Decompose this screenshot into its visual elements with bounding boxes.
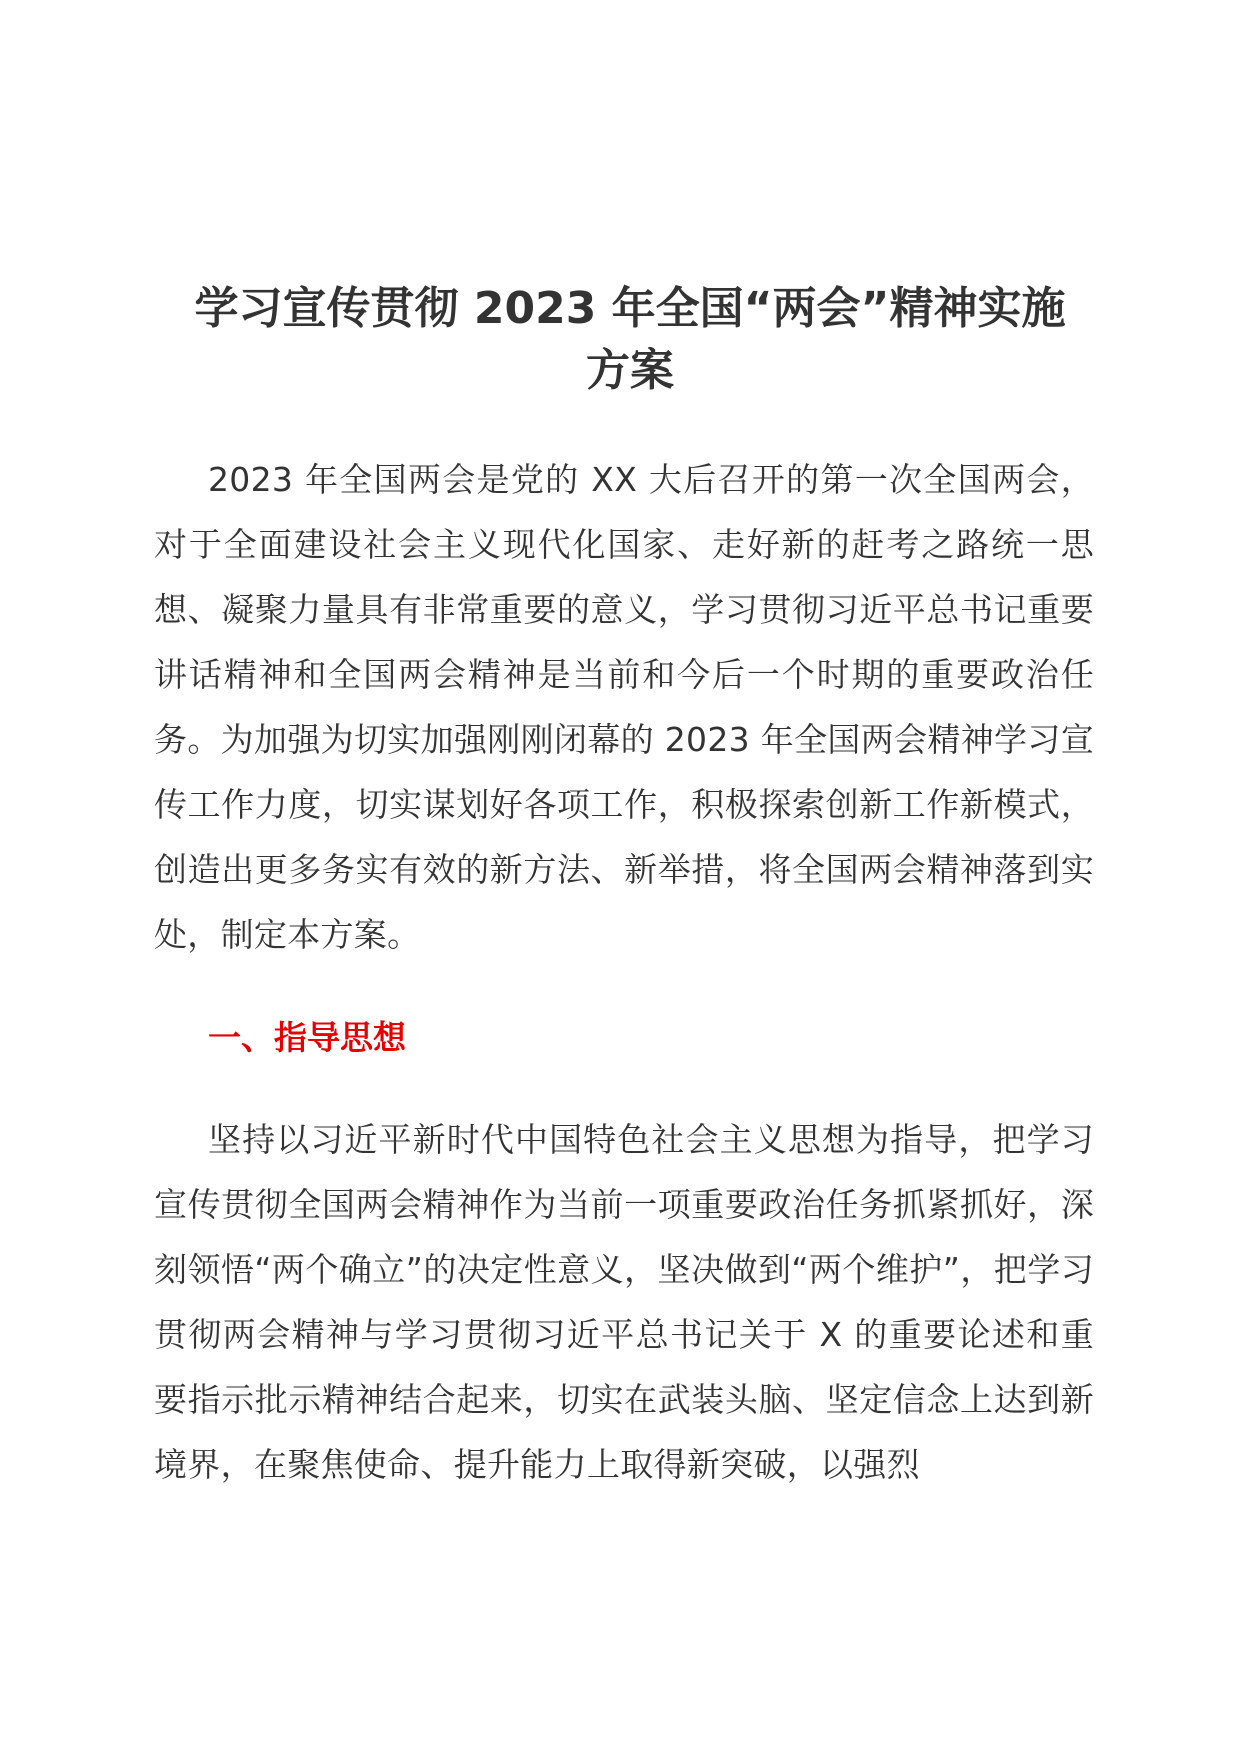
guiding-ideology-paragraph: 坚持以习近平新时代中国特色社会主义思想为指导，把学习宣传贯彻全国两会精神作为当前一项重要政治任务抓紧抓好，深刻领悟“两个确立”的决定性意义，坚决做到“两个维护”，把学习贯彻两会精神与学习贯彻习近平总书记关于 X 的重要论述和重要指示批示精神结合起来，切实在武装头脑、坚定信念上达到新境界，在聚焦使命、提升能力上取得新突破，以强烈 [154, 1120, 1094, 1484]
intro-paragraph: 2023 年全国两会是党的 XX 大后召开的第一次全国两会，对于全面建设社会主义现代化国家、走好新的赶考之路统一思想、凝聚力量具有非常重要的意义，学习贯彻习近平总书记重要讲话精神和全国两会精神是当前和今后一个时期的重要政治任务。为加强为切实加强刚刚闭幕的 2023 年全国两会精神学习宣传工作力度，切实谋划好各项工作，积极探索创新工作新模式，创造出更多务实有效的新方法、新举措，将全国两会精神落到实处，制定本方案。 [154, 460, 1094, 954]
document-title: 学习宣传贯彻 2023 年全国“两会”精神实施方案 [194, 283, 1066, 396]
section-heading-guiding-ideology: 一、指导思想 [208, 1018, 406, 1057]
